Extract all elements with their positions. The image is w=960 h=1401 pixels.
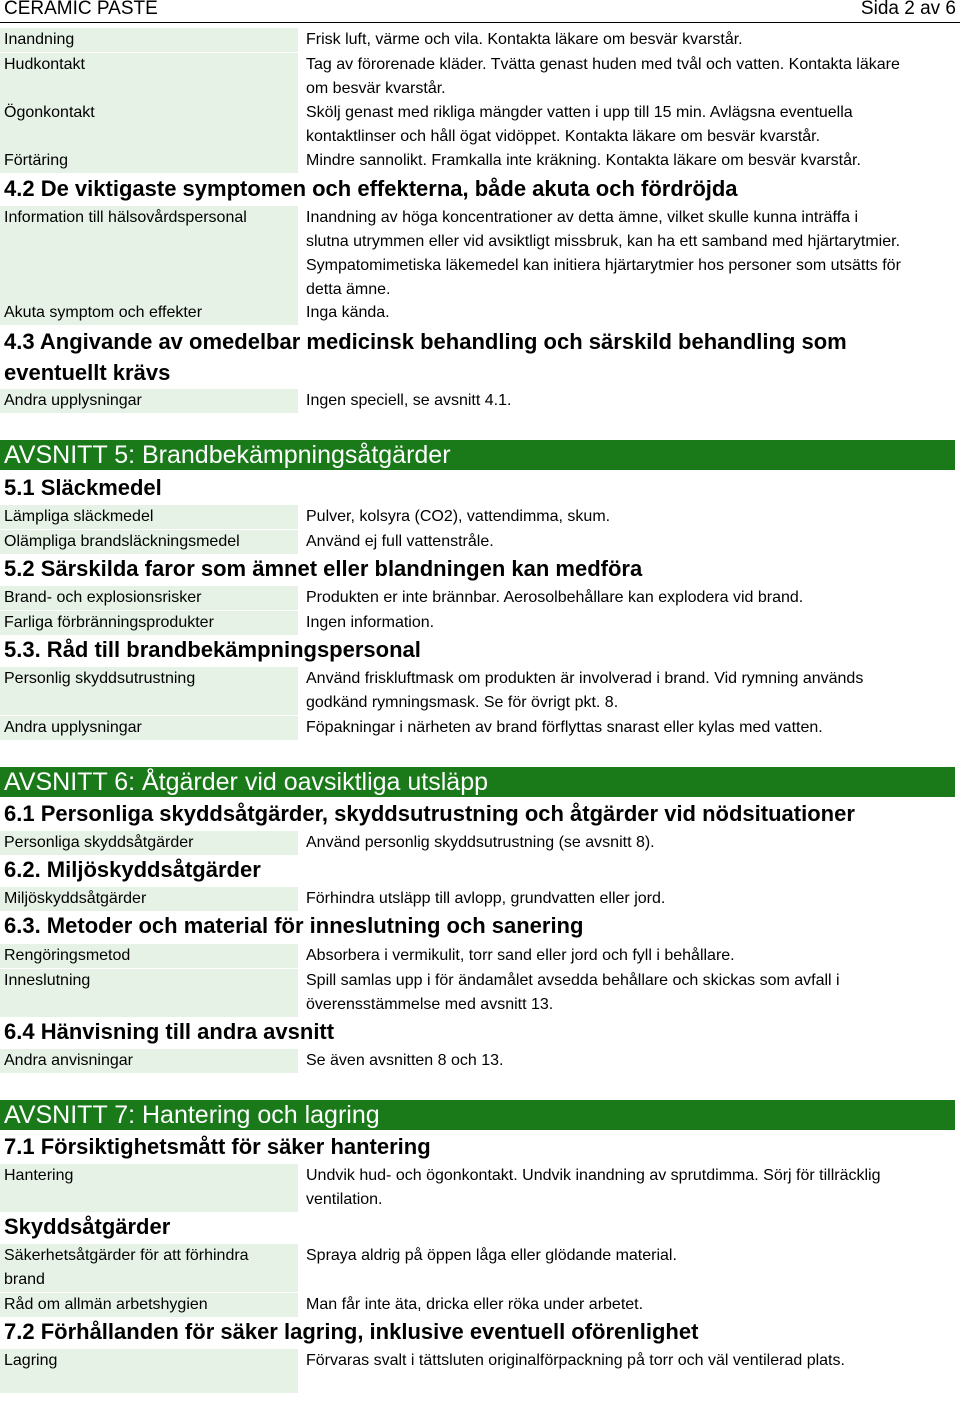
row-value: Mindre sannolikt. Framkalla inte kräkning. Kontakta läkare om besvär kvarstår.	[306, 152, 861, 169]
subsection-heading-6-4: 6.4 Hänvisning till andra avsnitt	[4, 1019, 335, 1044]
row-fire-risks	[0, 586, 960, 610]
row-label: Hantering	[0, 1164, 298, 1212]
row-value: Ingen information.	[306, 614, 435, 631]
row-skin-contact	[0, 53, 960, 101]
row-label: Personliga skyddsåtgärder	[0, 831, 298, 855]
row-combustion-products	[0, 611, 960, 635]
row-acute-symptoms	[0, 301, 960, 325]
subsection-heading-6-2: 6.2. Miljöskyddsåtgärder	[4, 857, 261, 882]
row-label: Ögonkontakt	[0, 101, 298, 149]
row-environmental	[0, 887, 960, 911]
row-value: Tag av förorenade kläder. Tvätta genast huden med tvål och vatten. Kontakta läkare om besvär kvarstår.	[306, 56, 900, 97]
row-value: Se även avsnitten 8 och 13.	[306, 1052, 504, 1069]
row-handling	[0, 1164, 960, 1212]
row-value: Spill samlas upp i för ändamålet avsedda behållare och skickas som avfall i överensstämmelse med avsnitt 13.	[306, 972, 840, 1013]
row-label: Brand- och explosionsrisker	[0, 586, 298, 610]
row-label: Råd om allmän arbetshygien	[0, 1293, 298, 1317]
row-other-info-5	[0, 716, 960, 740]
row-value: Ingen speciell, se avsnitt 4.1.	[306, 392, 512, 409]
row-value: Använd ej full vattenstråle.	[306, 533, 494, 550]
row-fire-prevention	[0, 1244, 960, 1292]
row-value: Spraya aldrig på öppen låga eller glödande material.	[306, 1247, 677, 1264]
row-label: Inandning	[0, 28, 298, 52]
row-ingestion	[0, 149, 960, 173]
row-value: Man får inte äta, dricka eller röka under arbetet.	[306, 1296, 644, 1313]
row-label: Andra anvisningar	[0, 1049, 298, 1073]
subsection-heading-4-2: 4.2 De viktigaste symptomen och effekterna, både akuta och fördröjda	[4, 176, 738, 201]
row-cleaning-method	[0, 944, 960, 968]
row-personal-precautions	[0, 831, 960, 855]
row-label: Andra upplysningar	[0, 389, 298, 413]
row-storage	[0, 1349, 960, 1393]
page-header	[0, 0, 960, 23]
row-label: Förtäring	[0, 149, 298, 173]
row-label: Hudkontakt	[0, 53, 298, 101]
row-label: Säkerhetsåtgärder för att förhindra brand	[0, 1244, 298, 1292]
row-label: Information till hälsovårdspersonal	[0, 206, 298, 301]
section-7-title: AVSNITT 7: Hantering och lagring	[0, 1100, 955, 1130]
row-label: Personlig skyddsutrustning	[0, 667, 298, 715]
row-value: Använd friskluftmask om produkten är involverad i brand. Vid rymning används godkänd rymningsmask. Se för övrigt pkt. 8.	[306, 670, 864, 711]
subsection-heading-6-3: 6.3. Metoder och material för inneslutning och sanering	[4, 913, 584, 938]
row-label: Miljöskyddsåtgärder	[0, 887, 298, 911]
row-value: Absorbera i vermikulit, torr sand eller jord och fyll i behållare.	[306, 947, 735, 964]
row-other-info	[0, 389, 960, 413]
page-number: Sida 2 av 6	[860, 0, 956, 19]
row-other-references	[0, 1049, 960, 1073]
subsection-heading-protective: Skyddsåtgärder	[4, 1214, 171, 1239]
section-6-title: AVSNITT 6: Åtgärder vid oavsiktliga utsläpp	[0, 767, 955, 797]
row-label: Rengöringsmetod	[0, 944, 298, 968]
row-value: Använd personlig skyddsutrustning (se avsnitt 8).	[306, 834, 655, 851]
row-value: Inandning av höga koncentrationer av detta ämne, vilket skulle kunna inträffa i slutna utrymmen eller vid avsiktligt missbruk, kan ha ett samband med hjärtarytmier. Sympatomimetiska läkemedel kan initiera hjärtarytmier hos personer som utsätts för detta ämne.	[306, 209, 901, 298]
row-label: Inneslutning	[0, 969, 298, 1017]
row-containment	[0, 969, 960, 1017]
row-suitable-media	[0, 505, 960, 529]
subsection-heading-7-2: 7.2 Förhållanden för säker lagring, inklusive eventuell oförenlighet	[4, 1319, 699, 1344]
subsection-heading-5-2: 5.2 Särskilda faror som ämnet eller blandningen kan medföra	[4, 556, 643, 581]
row-health-info	[0, 206, 960, 301]
subsection-heading-5-1: 5.1 Släckmedel	[4, 475, 162, 500]
row-value: Förhindra utsläpp till avlopp, grundvatten eller jord.	[306, 890, 666, 907]
row-value: Skölj genast med rikliga mängder vatten i upp till 15 min. Avlägsna eventuella kontaktlinser och håll ögat vidöppet. Kontakta läkare om besvär kvarstår.	[306, 104, 853, 145]
row-unsuitable-media	[0, 530, 960, 554]
row-value: Förvaras svalt i tättsluten originalförpackning på torr och väl ventilerad plats.	[306, 1352, 845, 1369]
row-work-hygiene	[0, 1293, 960, 1317]
row-label: Farliga förbränningsprodukter	[0, 611, 298, 635]
row-value: Undvik hud- och ögonkontakt. Undvik inandning av sprutdimma. Sörj för tillräcklig ventilation.	[306, 1167, 881, 1208]
row-label: Olämpliga brandsläckningsmedel	[0, 530, 298, 554]
section-5-title: AVSNITT 5: Brandbekämpningsåtgärder	[0, 440, 955, 470]
row-value: Pulver, kolsyra (CO2), vattendimma, skum.	[306, 508, 611, 525]
row-protective-equipment	[0, 667, 960, 715]
row-value: Föpakningar i närheten av brand förflyttas snarast eller kylas med vatten.	[306, 719, 823, 736]
row-value: Inga kända.	[306, 304, 390, 321]
subsection-heading-6-1: 6.1 Personliga skyddsåtgärder, skyddsutrustning och åtgärder vid nödsituationer	[4, 801, 855, 826]
row-label: Akuta symptom och effekter	[0, 301, 298, 325]
row-label: Andra upplysningar	[0, 716, 298, 740]
row-label: Lämpliga släckmedel	[0, 505, 298, 529]
subsection-heading-7-1: 7.1 Försiktighetsmått för säker hantering	[4, 1134, 431, 1159]
row-label: Lagring	[0, 1349, 298, 1393]
subsection-heading-4-3: 4.3 Angivande av omedelbar medicinsk behandling och särskild behandling som eventuellt krävs	[4, 329, 847, 385]
row-value: Produkten er inte brännbar. Aerosolbehållare kan explodera vid brand.	[306, 589, 804, 606]
subsection-heading-5-3: 5.3. Råd till brandbekämpningspersonal	[4, 637, 421, 662]
row-eye-contact	[0, 101, 960, 149]
row-value: Frisk luft, värme och vila. Kontakta läkare om besvär kvarstår.	[306, 31, 743, 48]
row-inhalation	[0, 28, 960, 52]
document-title: CERAMIC PASTE	[4, 0, 158, 19]
